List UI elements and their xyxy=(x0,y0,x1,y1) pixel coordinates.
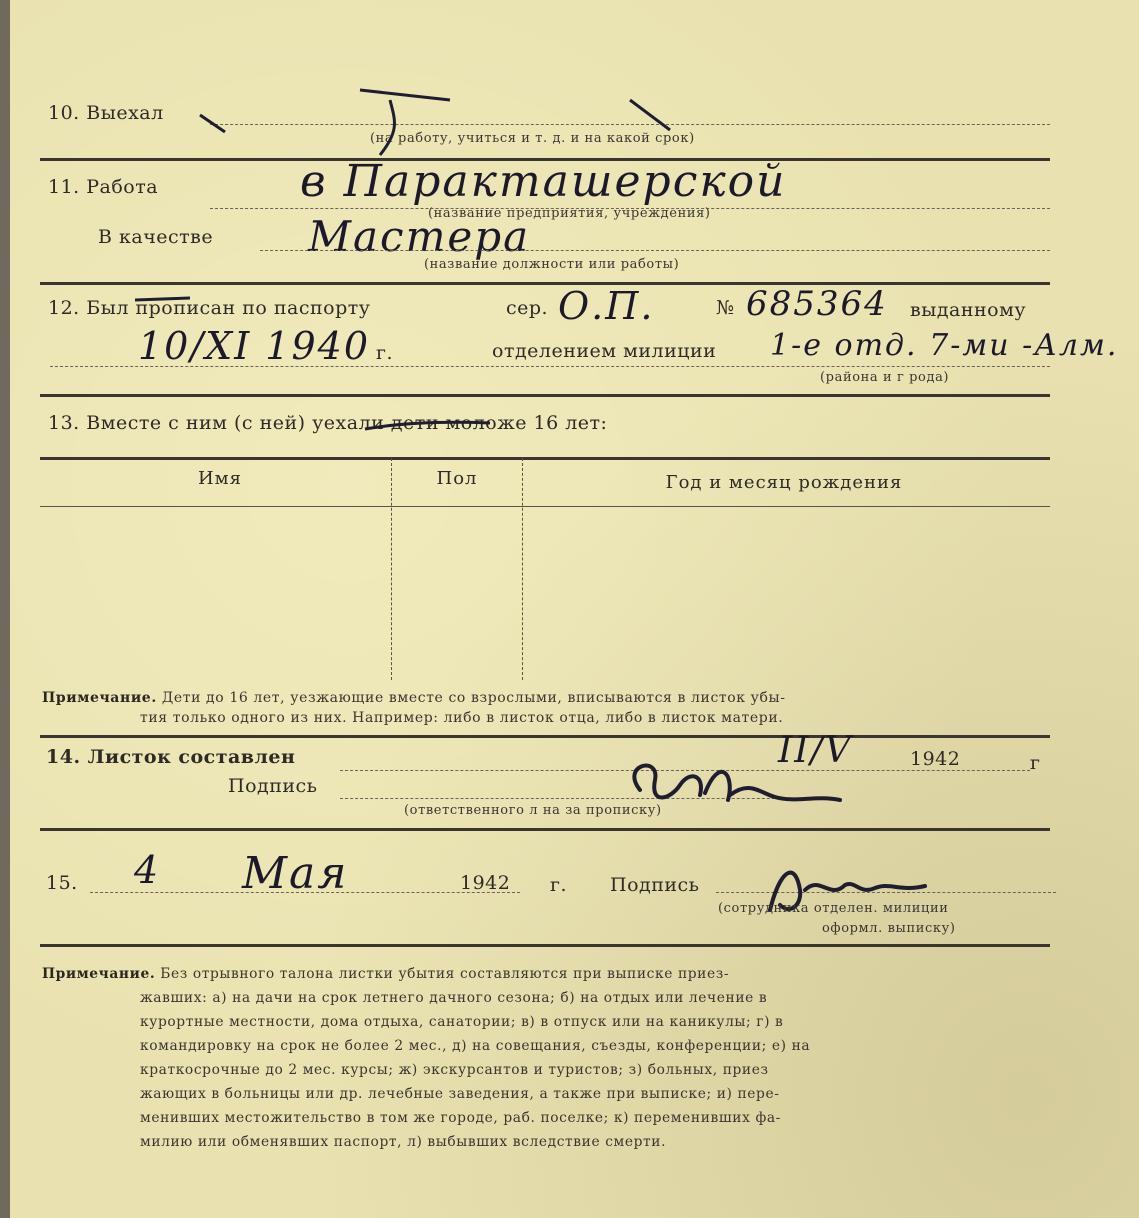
note-2-text: Без отрывного талона листки убытия составляются при выписке приез- xyxy=(160,966,730,982)
field-15-label: 15. xyxy=(46,872,78,894)
field-12-number-value: 685364 xyxy=(746,284,888,324)
field-12-department-value: 1-е отд. 7-ми -Алм. xyxy=(770,328,1119,363)
pen-underline-icon xyxy=(130,290,250,310)
note-2-line-1 xyxy=(42,966,729,982)
field-15-month-value: Мая xyxy=(242,848,349,899)
field-10-caption: (на работу, учиться и т. д. и на какой срок) xyxy=(370,131,695,146)
field-11-handwritten-value: в Паракташерской xyxy=(300,156,787,207)
field-11-caption: (название предприятия, учреждения) xyxy=(428,206,711,221)
table-column-divider xyxy=(522,458,523,680)
separator-rule xyxy=(40,944,1050,947)
table-header-rule xyxy=(40,506,1050,507)
field-12-department-label: отделением милиции xyxy=(492,340,717,362)
field-10-label: 10. Выехал xyxy=(48,102,164,124)
field-12-label: 12. Был прописан по паспорту xyxy=(48,297,371,319)
field-11-label: 11. Работа xyxy=(48,176,159,198)
pen-underline-icon xyxy=(360,415,500,435)
field-12-series-label: сер. xyxy=(506,297,549,319)
separator-rule xyxy=(40,828,1050,831)
field-15-year-suffix: г. xyxy=(550,874,567,896)
registration-form-sheet xyxy=(10,0,1139,1218)
separator-rule xyxy=(40,282,1050,285)
table-header-birth: Год и месяц рождения xyxy=(665,472,903,493)
pen-crossout-strokes-icon xyxy=(130,60,690,240)
table-top-rule xyxy=(40,457,1050,460)
field-14-year-suffix: г xyxy=(1030,752,1041,774)
note-1-title: Примечание. xyxy=(42,690,157,706)
scan-left-edge xyxy=(0,0,10,1218)
field-12-issued-label: выданному xyxy=(910,299,1027,321)
field-15-signature-label: Подпись xyxy=(610,874,700,896)
field-11b-caption: (название должности или работы) xyxy=(424,257,680,272)
note-2-line-6: жающих в больницы или др. лечебные заведения, а также при выписке; и) пере- xyxy=(140,1086,780,1102)
note-2-line-7: менивших местожительство в том же городе, раб. поселке; к) переменивших фа- xyxy=(140,1110,781,1126)
field-14-date-value: II/V xyxy=(778,730,853,771)
field-12-caption: (района и г рода) xyxy=(820,370,950,385)
note-2-line-3: курортные местности, дома отдыха, санатории; в) в отпуск или на каникулы; г) в xyxy=(140,1014,784,1030)
note-2-line-8: милию или обменявших паспорт, л) выбывших вследствие смерти. xyxy=(140,1134,667,1150)
field-11b-line xyxy=(260,250,1050,251)
field-15-date-line xyxy=(90,892,520,893)
field-12-series-value: О.П. xyxy=(558,284,655,328)
field-15-signature-icon xyxy=(750,850,950,930)
field-12-year-suffix: г. xyxy=(376,342,393,364)
field-15-caption-1: (сотрудника отделен. милиции xyxy=(718,901,949,916)
table-header-name: Имя xyxy=(197,468,243,489)
field-11b-handwritten-value: Мастера xyxy=(308,212,531,261)
field-12-date-value: 10/XI 1940 xyxy=(138,324,371,368)
field-12-number-label: № xyxy=(716,297,735,319)
field-14-label: 14. Листок составлен xyxy=(46,746,296,768)
note-1-text: Дети до 16 лет, уезжающие вместе со взрослыми, вписываются в листок убы- xyxy=(161,690,786,706)
note-2-line-2: жавших: а) на дачи на срок летнего дачного сезона; б) на отдых или лечение в xyxy=(140,990,768,1006)
note-2-line-5: краткосрочные до 2 мес. курсы; ж) экскурсантов и туристов; з) больных, приез xyxy=(140,1062,769,1078)
separator-rule xyxy=(40,735,1050,738)
field-13-label: 13. Вместе с ним (с ней) уехали дети моложе 16 лет: xyxy=(48,412,608,434)
note-2-line-4: командировку на срок не более 2 мес., д) на совещания, съезды, конференции; е) на xyxy=(140,1038,811,1054)
separator-rule xyxy=(40,394,1050,397)
note-2-title: Примечание. xyxy=(42,966,156,982)
field-14-signature-label: Подпись xyxy=(228,775,318,797)
field-15-caption-2: оформл. выписку) xyxy=(822,921,956,936)
field-11b-label: В качестве xyxy=(98,226,214,248)
field-15-day-value: 4 xyxy=(134,848,161,892)
field-14-signature-icon xyxy=(610,745,850,825)
table-column-divider xyxy=(391,458,392,680)
note-1-line-2: тия только одного из них. Например: либо в листок отца, либо в листок матери. xyxy=(140,710,784,726)
field-15-year: 1942 xyxy=(460,872,511,894)
field-14-year: 1942 xyxy=(910,748,961,770)
field-12-line xyxy=(50,366,1050,367)
table-header-sex: Пол xyxy=(436,468,478,489)
note-1-line-1 xyxy=(42,690,786,706)
field-14-signature-caption: (ответственного л на за прописку) xyxy=(404,803,662,818)
